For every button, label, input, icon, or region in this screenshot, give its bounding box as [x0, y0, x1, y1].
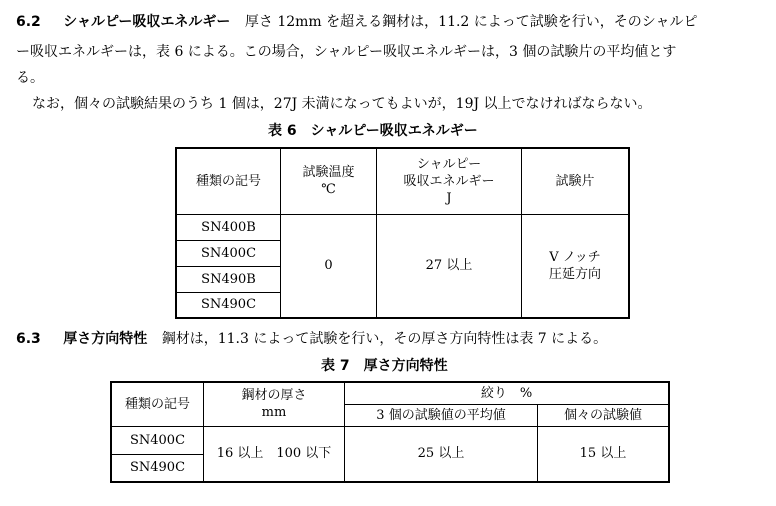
t7-header-individual: 個々の試験値 [538, 404, 670, 426]
t6-specimen-l2: 圧延方向 [548, 266, 601, 282]
section-6-3-number: 6.3 [16, 331, 41, 347]
section-6-2-title: シャルピー吸収エネルギー [63, 14, 231, 30]
t6-row-symbol: SN490B [176, 266, 281, 292]
t6-header-energy-l1: シャルピー [416, 156, 482, 172]
t7-header-thickness-l2: mm [261, 405, 287, 421]
table-6 [175, 147, 630, 319]
t6-energy-value: 27 以上 [377, 214, 522, 318]
t6-header-specimen: 試験片 [522, 148, 630, 214]
t6-row-symbol: SN400C [176, 240, 281, 266]
t6-header-energy-l2: 吸収エネルギー [403, 173, 495, 189]
section-6-3-line [16, 329, 607, 349]
section-6-2-number: 6.2 [16, 14, 41, 30]
t7-header-thickness-l1: 鋼材の厚さ [241, 388, 307, 404]
section-6-3-title: 厚さ方向特性 [63, 331, 148, 347]
t6-row-symbol: SN490C [176, 292, 281, 318]
section-6-2-text-line3: る。 [16, 70, 44, 86]
t7-header-thickness [204, 382, 345, 426]
table-7-caption: 表 7 厚さ方向特性 [321, 358, 448, 374]
t7-row-symbol: SN400C [111, 426, 204, 454]
t7-row-symbol: SN490C [111, 454, 204, 482]
t7-header-symbol: 種類の記号 [111, 382, 204, 426]
section-6-2-text-line1: 厚さ 12mm を超える鋼材は，11.2 によって試験を行い，そのシャルピ [244, 14, 698, 30]
table-7 [110, 381, 670, 483]
section-6-3-text: 鋼材は，11.3 によって試験を行い，その厚さ方向特性は表 7 による。 [161, 331, 608, 347]
t7-individual-value: 15 以上 [538, 426, 670, 482]
t6-row-symbol: SN400B [176, 214, 281, 240]
t6-header-energy [377, 148, 522, 214]
section-6-2-line1 [16, 12, 698, 32]
t7-thickness-value: 16 以上 100 以下 [204, 426, 345, 482]
t6-temp-value: 0 [281, 214, 377, 318]
table-6-caption: 表 6 シャルピー吸収エネルギー [268, 123, 478, 139]
t7-header-reduction: 絞り % [345, 382, 670, 404]
t6-header-symbol: 種類の記号 [176, 148, 281, 214]
t6-header-energy-l3: J [446, 190, 452, 206]
t6-header-temp-l2: ℃ [321, 182, 336, 198]
t6-header-temp-l1: 試験温度 [302, 165, 355, 181]
t7-avg-value: 25 以上 [345, 426, 538, 482]
t7-header-avg: 3 個の試験値の平均値 [345, 404, 538, 426]
section-6-2-note: なお，個々の試験結果のうち 1 個は，27J 未満になってもよいが，19J 以上でなければならない。 [32, 96, 652, 112]
t6-specimen-value [522, 214, 630, 318]
t6-specimen-l1: V ノッチ [549, 249, 601, 265]
t6-header-temp [281, 148, 377, 214]
section-6-2-text-line2: ー吸収エネルギーは，表 6 による。この場合，シャルピー吸収エネルギーは，3 個の試験片の平均値とす [16, 44, 677, 60]
